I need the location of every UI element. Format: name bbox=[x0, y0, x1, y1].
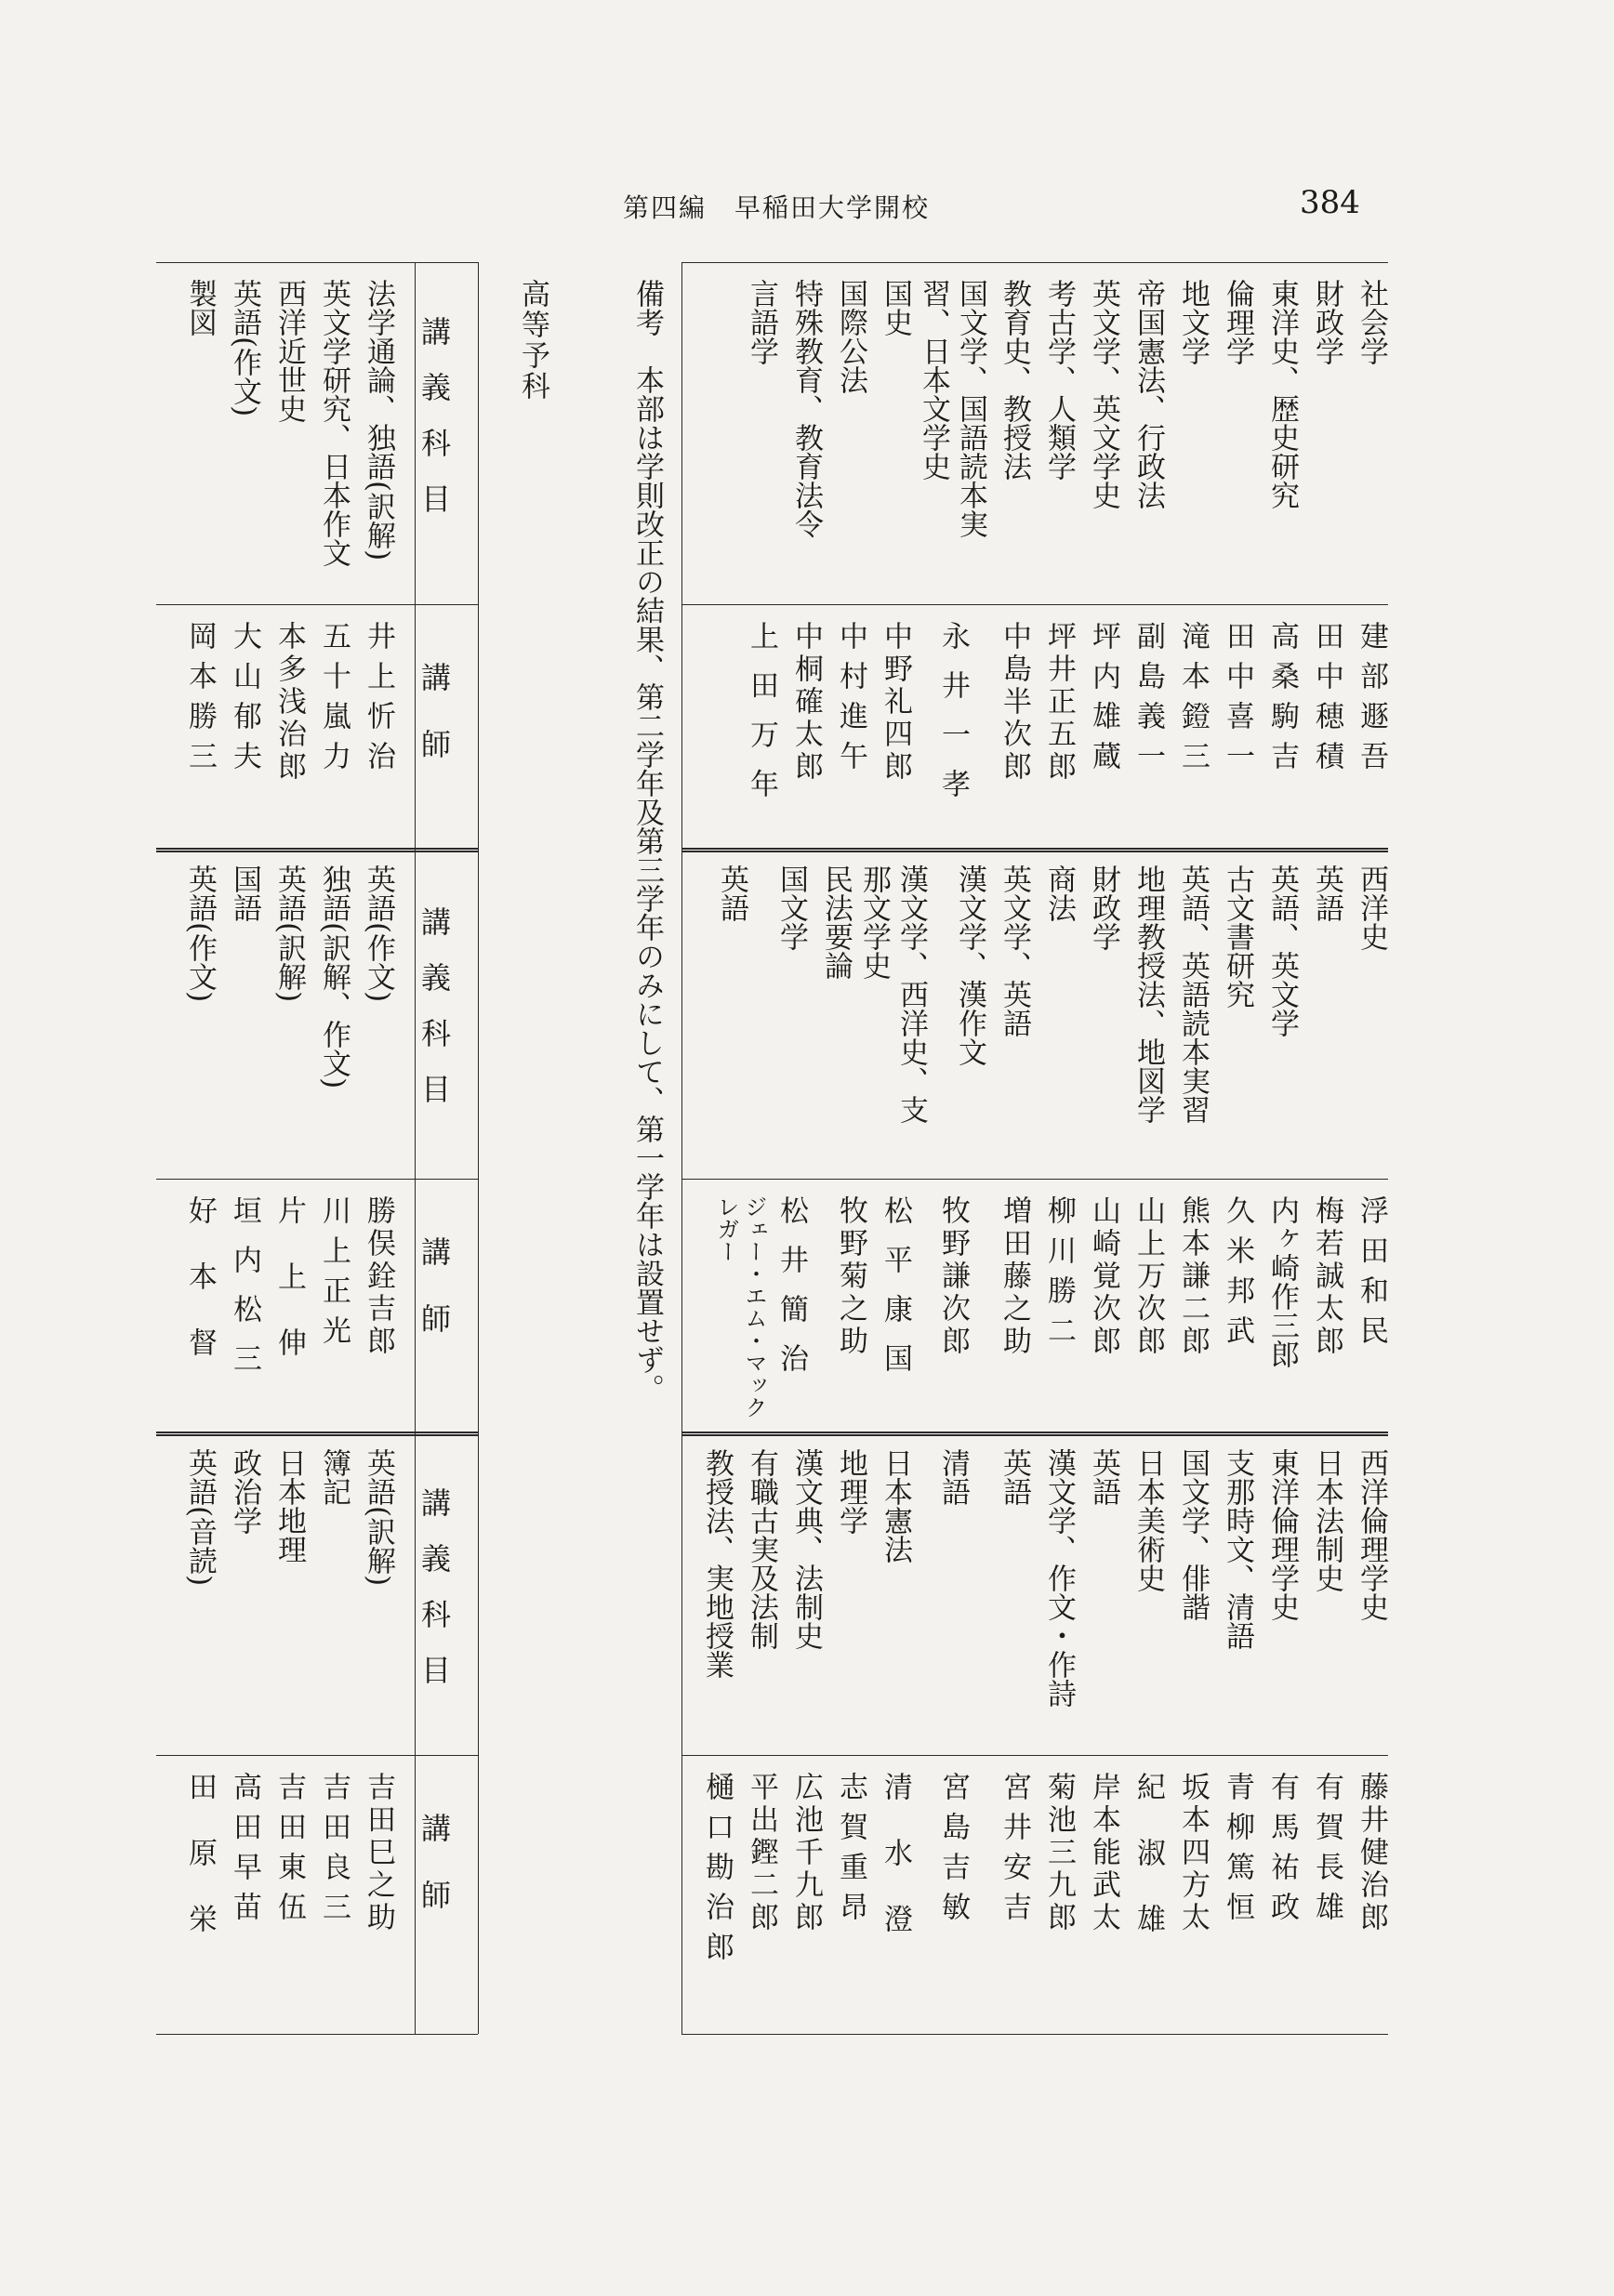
header-lecturer: 講師 bbox=[417, 662, 452, 796]
header-subject: 講義科目 bbox=[417, 906, 452, 1129]
subject: 漢文学、漢作文 bbox=[953, 864, 986, 1066]
subject: 英文学研究、日本作文 bbox=[317, 279, 351, 567]
subject: 英語(作文) bbox=[183, 864, 217, 1003]
lecturer: 松井簡治 bbox=[774, 1195, 808, 1392]
subject: 日本美術史 bbox=[1131, 1448, 1165, 1592]
lecturer: 田中喜一 bbox=[1221, 621, 1254, 781]
subject: 東洋倫理学史 bbox=[1265, 1448, 1299, 1621]
bottom-table-bottom-rule bbox=[156, 2034, 478, 2035]
lecturer: 坪内雄蔵 bbox=[1087, 621, 1120, 781]
lecturer: 浮田和民 bbox=[1355, 1195, 1388, 1355]
lecturer: 大山郁夫 bbox=[228, 621, 261, 781]
lecturer: 岡本勝三 bbox=[183, 621, 217, 781]
top-table-top-rule bbox=[681, 262, 1388, 263]
subject: 国語 bbox=[228, 864, 261, 922]
lecturer: 坪井正五郎 bbox=[1042, 621, 1076, 784]
subject: 倫理学 bbox=[1221, 279, 1254, 365]
bottom-table-rule-5 bbox=[156, 1755, 478, 1756]
bottom-table-top-rule bbox=[156, 262, 478, 263]
subject: 財政学 bbox=[1310, 279, 1343, 365]
lecturer: 建部遯吾 bbox=[1355, 621, 1388, 781]
subject: 古文書研究 bbox=[1221, 864, 1254, 1009]
top-table-left-edge bbox=[681, 262, 682, 2034]
subject: 国文学、俳諧 bbox=[1176, 1448, 1210, 1621]
subject: 日本憲法 bbox=[879, 1448, 912, 1564]
chapter-title: 第四編 早稲田大学開校 bbox=[623, 192, 931, 223]
top-table-rule-1 bbox=[681, 604, 1388, 605]
lecturer: 宮島吉敏 bbox=[936, 1772, 970, 1932]
lecturer: 広池千九郎 bbox=[789, 1772, 823, 1934]
subject: 政治学 bbox=[228, 1448, 261, 1535]
subject: 英語(音読) bbox=[183, 1448, 217, 1587]
subject: 国史 bbox=[879, 279, 912, 336]
lecturer: 中島半次郎 bbox=[998, 621, 1031, 784]
lecturer: 中村進午 bbox=[834, 621, 867, 781]
subject: 英語、英文学 bbox=[1265, 864, 1299, 1037]
subject: 英語 bbox=[1310, 864, 1343, 922]
lecturer: 岸本能武太 bbox=[1087, 1772, 1120, 1934]
lecturer: 永井一孝 bbox=[936, 621, 970, 818]
subject: 法学通論、独語(訳解) bbox=[362, 279, 395, 561]
subject: 英語 bbox=[1087, 1448, 1120, 1506]
bottom-table-rule-3 bbox=[156, 1179, 478, 1180]
subject: 英語、英語読本実習 bbox=[1176, 864, 1210, 1124]
lecturer: 藤井健治郎 bbox=[1355, 1772, 1388, 1934]
subject: 西洋近世史 bbox=[272, 279, 306, 423]
lecturer: 山上万次郎 bbox=[1131, 1195, 1165, 1358]
subject: 漢文学、作文・作詩 bbox=[1042, 1448, 1076, 1708]
lecturer: 平出鏗二郎 bbox=[745, 1772, 778, 1934]
lecturer: 青柳篤恒 bbox=[1221, 1772, 1254, 1932]
lecturer: 吉田巳之助 bbox=[362, 1772, 395, 1934]
subject: 教授法、実地授業 bbox=[700, 1448, 734, 1679]
lecturer: 滝本鐙三 bbox=[1176, 621, 1210, 781]
subject: 英語(訳解) bbox=[272, 864, 306, 1003]
header-subject: 講義科目 bbox=[417, 1487, 452, 1710]
subject: 製図 bbox=[183, 279, 217, 336]
lecturer: 副島義一 bbox=[1131, 621, 1165, 781]
subject: 英文学、英文学史 bbox=[1087, 279, 1120, 509]
top-table-bottom-rule bbox=[681, 2034, 1388, 2035]
lecturer: 川上正光 bbox=[317, 1195, 351, 1355]
lecturer: 高桑駒吉 bbox=[1265, 621, 1299, 781]
lecturer: 高田早苗 bbox=[228, 1772, 261, 1932]
subject: 英語(作文) bbox=[362, 864, 395, 1003]
lecturer: 吉田良三 bbox=[317, 1772, 351, 1932]
remarks-note: 備考 本部は学則改正の結果、第二学年及第三学年のみにして、第一学年は設置せず。 bbox=[630, 279, 664, 1403]
bottom-table-right-edge bbox=[478, 262, 479, 2034]
lecturer: 樋口勘治郎 bbox=[700, 1772, 734, 1972]
subject: 英語 bbox=[715, 864, 748, 922]
lecturer: 熊本謙二郎 bbox=[1176, 1195, 1210, 1358]
top-table-rule-5 bbox=[681, 1755, 1388, 1756]
top-table-rule-3 bbox=[681, 1179, 1388, 1180]
subject: 簿記 bbox=[317, 1448, 351, 1506]
lecturer: 井上忻治 bbox=[362, 621, 395, 781]
lecturer: 松平康国 bbox=[879, 1195, 912, 1392]
subject: 支那時文、清語 bbox=[1221, 1448, 1254, 1650]
bottom-table-rule-1 bbox=[156, 604, 478, 605]
subject: 英文学、英語 bbox=[998, 864, 1031, 1037]
subject: 英語 bbox=[998, 1448, 1031, 1506]
subject: 漢文典、法制史 bbox=[789, 1448, 823, 1650]
lecturer: 志賀重昂 bbox=[834, 1772, 867, 1932]
header-subject: 講義科目 bbox=[417, 316, 452, 539]
subject: 英語(訳解) bbox=[362, 1448, 395, 1587]
subject: 地理教授法、地図学 bbox=[1131, 864, 1165, 1124]
subject: 英語(作文) bbox=[228, 279, 261, 417]
top-table-rule-4 bbox=[681, 1432, 1388, 1436]
subject: 特殊教育、教育法令 bbox=[789, 279, 823, 538]
subject: 東洋史、歴史研究 bbox=[1265, 279, 1299, 509]
lecturer: 有賀長雄 bbox=[1310, 1772, 1343, 1932]
subject: 日本法制史 bbox=[1310, 1448, 1343, 1592]
lecturer: 田原栄 bbox=[183, 1772, 217, 1970]
lecturer: ジェー・エム・マックレガー bbox=[713, 1195, 767, 1419]
bottom-table-rule-4 bbox=[156, 1432, 478, 1436]
lecturer: 紀淑雄 bbox=[1131, 1772, 1165, 1970]
subject: 言語学 bbox=[745, 279, 778, 365]
lecturer: 内ヶ崎作三郎 bbox=[1265, 1195, 1299, 1368]
subject: 有職古実及法制 bbox=[745, 1448, 778, 1650]
lecturer: 勝俣銓吉郎 bbox=[362, 1195, 395, 1358]
lecturer: 清水澄 bbox=[879, 1772, 912, 1970]
lecturer: 吉田東伍 bbox=[272, 1772, 306, 1932]
lecturer: 山崎覚次郎 bbox=[1087, 1195, 1120, 1358]
section-title: 高等予科 bbox=[516, 279, 549, 402]
lecturer: 田中穂積 bbox=[1310, 621, 1343, 781]
lecturer: 上田万年 bbox=[745, 621, 778, 818]
subject: 教育史、教授法 bbox=[998, 279, 1031, 481]
subject: 清語 bbox=[936, 1448, 970, 1506]
subject: 商法 bbox=[1042, 864, 1076, 922]
lecturer: 坂本四方太 bbox=[1176, 1772, 1210, 1934]
subject: 民法要論 bbox=[819, 864, 853, 980]
subject: 考古学、人類学 bbox=[1042, 279, 1076, 481]
subject: 地理学 bbox=[834, 1448, 867, 1535]
lecturer: 梅若誠太郎 bbox=[1310, 1195, 1343, 1358]
lecturer: 柳川勝二 bbox=[1042, 1195, 1076, 1355]
subject: 社会学 bbox=[1355, 279, 1388, 365]
subject: 日本地理 bbox=[272, 1448, 306, 1564]
lecturer: 本多浅治郎 bbox=[272, 621, 306, 784]
lecturer: 中桐確太郎 bbox=[789, 621, 823, 784]
subject: 西洋倫理学史 bbox=[1355, 1448, 1388, 1621]
lecturer: 五十嵐力 bbox=[317, 621, 351, 781]
subject: 独語(訳解、作文) bbox=[317, 864, 351, 1089]
bottom-table-rule-2 bbox=[156, 848, 478, 852]
lecturer: 宮井安吉 bbox=[998, 1772, 1031, 1932]
lecturer: 牧野菊之助 bbox=[834, 1195, 867, 1358]
top-table-rule-2 bbox=[681, 848, 1388, 852]
lecturer: 好本督 bbox=[183, 1195, 217, 1393]
header-lecturer: 講師 bbox=[417, 1236, 452, 1370]
subject: 財政学 bbox=[1087, 864, 1120, 951]
lecturer: 増田藤之助 bbox=[998, 1195, 1031, 1358]
lecturer: 片上伸 bbox=[272, 1195, 306, 1393]
lecturer: 久米邦武 bbox=[1221, 1195, 1254, 1355]
subject: 帝国憲法、行政法 bbox=[1131, 279, 1165, 509]
lecturer: 有馬祐政 bbox=[1265, 1772, 1299, 1932]
header-lecturer: 講師 bbox=[417, 1813, 452, 1946]
subject: 国際公法 bbox=[834, 279, 867, 394]
lecturer: 菊池三九郎 bbox=[1042, 1772, 1076, 1934]
subject: 国文学 bbox=[774, 864, 808, 951]
subject: 国文学、国語読本実習、日本文学史 bbox=[917, 279, 987, 538]
lecturer: 牧野謙次郎 bbox=[936, 1195, 970, 1358]
lecturer: 垣内松三 bbox=[228, 1195, 261, 1392]
lecturer: 中野礼四郎 bbox=[879, 621, 912, 784]
page-number: 384 bbox=[1300, 184, 1360, 221]
subject: 地文学 bbox=[1176, 279, 1210, 365]
subject: 漢文学、西洋史、支那文学史 bbox=[857, 864, 928, 1124]
subject: 西洋史 bbox=[1355, 864, 1388, 951]
